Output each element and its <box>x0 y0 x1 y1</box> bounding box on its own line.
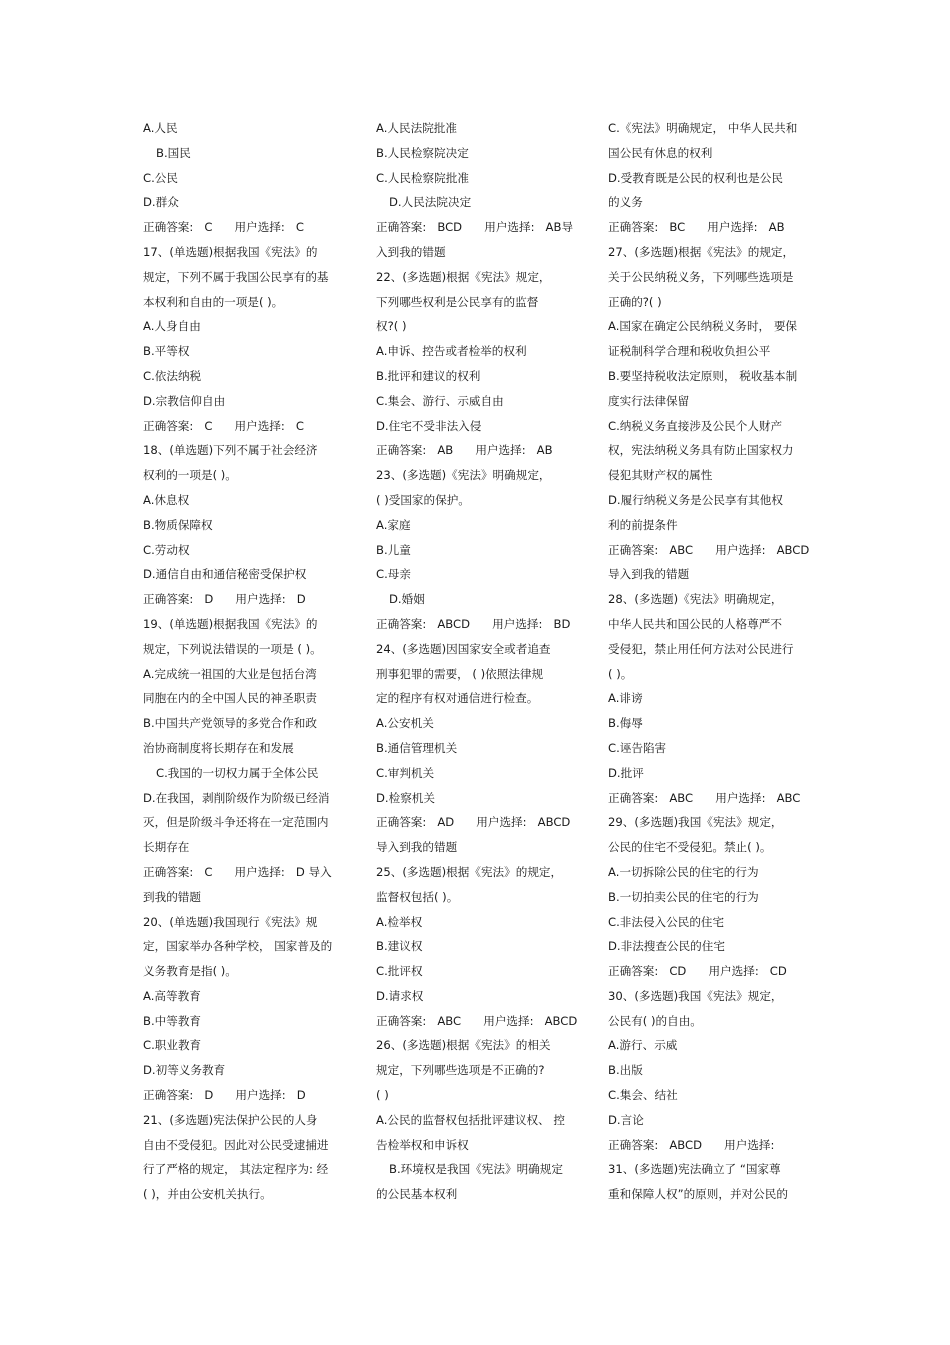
text-line: B.通信管理机关 <box>376 740 458 755</box>
text-line: 29、(多选题)我国《宪法》规定， <box>608 815 783 830</box>
answer-line: 正确答案: AD 用户选择: ABCD <box>376 815 571 830</box>
text-line: 同胞在内的全中国人民的神圣职责 <box>143 691 317 706</box>
text-line: A.国家在确定公民纳税义务时， 要保 <box>608 319 798 334</box>
text-line: 27、(多选题)根据《宪法》的规定， <box>608 244 795 259</box>
text-line: A.游行、示威 <box>608 1038 678 1053</box>
text-line: 灭，但是阶级斗争还将在一定范围内 <box>143 815 329 830</box>
text-line: C.人民检察院批准 <box>376 170 469 185</box>
text-line: B.平等权 <box>143 344 190 359</box>
text-line: 告检举权和申诉权 <box>376 1137 469 1152</box>
text-line: 到我的错题 <box>143 889 201 904</box>
text-line: B.出版 <box>608 1063 643 1078</box>
text-line: A.高等教育 <box>143 988 201 1003</box>
text-line: A.人身自由 <box>143 319 201 334</box>
text-line: B.儿童 <box>376 542 411 557</box>
text-line: 受侵犯，禁止用任何方法对公民进行 <box>608 641 794 656</box>
text-line: 规定，下列不属于我国公民享有的基 <box>143 269 329 284</box>
text-line: D.婚姻 <box>389 592 425 607</box>
text-line: 17、(单选题)根据我国《宪法》的 <box>143 244 318 259</box>
text-line: C.公民 <box>143 170 178 185</box>
text-line: A.公民的监督权包括批评建议权、 控 <box>376 1112 566 1127</box>
text-line: B.侮辱 <box>608 716 643 731</box>
text-line: D.受教育既是公民的权利也是公民 <box>608 170 783 185</box>
text-line: C.诬告陷害 <box>608 740 667 755</box>
text-line: D.通信自由和通信秘密受保护权 <box>143 567 307 582</box>
text-line: B.中等教育 <box>143 1013 202 1028</box>
text-line: C.依法纳税 <box>143 368 202 383</box>
answer-line: 正确答案: D 用户选择: D <box>143 592 306 607</box>
text-line: B.一切拍卖公民的住宅的行为 <box>608 889 759 904</box>
text-line: B.批评和建议的权利 <box>376 368 481 383</box>
text-line: 监督权包括( )。 <box>376 889 459 904</box>
text-line: 中华人民共和国公民的人格尊严不 <box>608 616 782 631</box>
text-line: A.申诉、控告或者检举的权利 <box>376 344 527 359</box>
text-line: D.履行纳税义务是公民享有其他权 <box>608 492 783 507</box>
text-line: 正确的?( ) <box>608 294 662 309</box>
answer-line: 正确答案: ABC 用户选择: ABCD <box>608 542 810 557</box>
text-line: 30、(多选题)我国《宪法》规定， <box>608 988 783 1003</box>
text-line: 权?( ) <box>376 319 407 334</box>
text-line: 规定，下列说法错误的一项是 ( )。 <box>143 641 322 656</box>
text-line: 关于公民纳税义务，下列哪些选项是 <box>608 269 794 284</box>
answer-line: 正确答案: BCD 用户选择: AB导 <box>376 220 574 235</box>
text-line: 本权利和自由的一项是( )。 <box>143 294 284 309</box>
text-line: C.母亲 <box>376 567 411 582</box>
text-line: C.集会、游行、示威自由 <box>376 393 504 408</box>
answer-line: 正确答案: ABC 用户选择: ABC <box>608 790 801 805</box>
text-line: B.要坚持税收法定原则， 税收基本制 <box>608 368 798 383</box>
text-line: ( )。 <box>608 666 633 681</box>
text-line: 24、(多选题)因国家安全或者追查 <box>376 641 551 656</box>
text-line: 23、(多选题)《宪法》明确规定， <box>376 468 551 483</box>
text-line: 权利的一项是( )。 <box>143 468 237 483</box>
text-line: D.言论 <box>608 1112 644 1127</box>
text-line: A.人民法院批准 <box>376 121 457 135</box>
text-line: A.人民 <box>143 121 178 135</box>
text-line: C.集会、结社 <box>608 1088 678 1103</box>
text-line: B.物质保障权 <box>143 517 213 532</box>
text-line: 利的前提条件 <box>608 517 678 532</box>
text-column-right <box>608 116 820 1207</box>
text-line: 长期存在 <box>143 840 190 855</box>
text-line: 导入到我的错题 <box>376 840 458 855</box>
text-line: D.宗教信仰自由 <box>143 393 226 408</box>
text-line: A.完成统一祖国的大业是包括台湾 <box>143 666 317 681</box>
answer-line: 正确答案: ABCD 用户选择: <box>608 1137 775 1152</box>
text-line: 31、(多选题)宪法确立了 “国家尊 <box>608 1162 781 1177</box>
text-line: 义务教育是指( )。 <box>143 964 237 979</box>
text-line: 公民的住宅不受侵犯。禁止( )。 <box>608 840 772 855</box>
text-line: 重和保障人权”的原则，并对公民的 <box>608 1187 788 1202</box>
answer-line: 正确答案: CD 用户选择: CD <box>608 964 787 979</box>
text-line: C.《宪法》明确规定， 中华人民共和 <box>608 121 798 135</box>
text-line: 20、(单选题)我国现行《宪法》规 <box>143 914 318 929</box>
text-line: D.批评 <box>608 765 644 780</box>
text-line: 22、(多选题)根据《宪法》规定， <box>376 269 551 284</box>
text-line: C.我国的一切权力属于全体公民 <box>156 765 319 780</box>
text-line: 治协商制度将长期存在和发展 <box>143 740 294 755</box>
answer-line: 正确答案: C 用户选择: C <box>143 418 304 433</box>
text-line: B.环境权是我国《宪法》明确规定 <box>389 1162 563 1177</box>
text-line: 19、(单选题)根据我国《宪法》的 <box>143 616 318 631</box>
answer-line: 正确答案: BC 用户选择: AB <box>608 220 785 235</box>
text-line: A.休息权 <box>143 492 190 507</box>
text-line: 自由不受侵犯。因此对公民受逮捕进 <box>143 1137 329 1152</box>
text-line: ( )，并由公安机关执行。 <box>143 1187 272 1202</box>
text-line: ( ) <box>376 1088 389 1103</box>
text-line: 行了严格的规定， 其法定程序为: 经 <box>143 1162 329 1177</box>
text-line: C.非法侵入公民的住宅 <box>608 914 725 929</box>
text-line: 导入到我的错题 <box>608 567 690 582</box>
text-line: D.非法搜查公民的住宅 <box>608 939 725 954</box>
answer-line: 正确答案: ABC 用户选择: ABCD <box>376 1013 578 1028</box>
text-line: 侵犯其财产权的属性 <box>608 468 713 483</box>
text-line: 定，国家举办各种学校， 国家普及的 <box>143 939 333 954</box>
text-line: 定的程序有权对通信进行检查。 <box>376 691 539 706</box>
text-line: C.劳动权 <box>143 542 190 557</box>
text-line: 25、(多选题)根据《宪法》的规定， <box>376 864 563 879</box>
text-column-left <box>143 116 353 1207</box>
answer-line: 正确答案: D 用户选择: D <box>143 1088 306 1103</box>
text-column-middle <box>376 116 586 1207</box>
text-line: 26、(多选题)根据《宪法》的相关 <box>376 1038 551 1053</box>
answer-line: 正确答案: AB 用户选择: AB <box>376 443 553 458</box>
text-line: 入到我的错题 <box>376 244 446 259</box>
text-line: 公民有( )的自由。 <box>608 1013 702 1028</box>
text-line: C.批评权 <box>376 964 423 979</box>
answer-line: 正确答案: C 用户选择: C <box>143 220 304 235</box>
text-line: 21、(多选题)宪法保护公民的人身 <box>143 1112 318 1127</box>
text-line: D.人民法院决定 <box>389 195 472 210</box>
text-line: B.人民检察院决定 <box>376 145 469 160</box>
text-line: 度实行法律保留 <box>608 393 690 408</box>
text-line: 规定，下列哪些选项是不正确的? <box>376 1063 545 1078</box>
text-line: 18、(单选题)下列不属于社会经济 <box>143 443 318 458</box>
text-line: A.家庭 <box>376 517 411 532</box>
text-line: D.初等义务教育 <box>143 1063 226 1078</box>
text-line: 权，宪法纳税义务具有防止国家权力 <box>608 443 794 458</box>
text-line: 的义务 <box>608 195 643 210</box>
text-line: A.公安机关 <box>376 716 434 731</box>
text-line: D.请求权 <box>376 988 424 1003</box>
text-line: B.建议权 <box>376 939 423 954</box>
text-line: C.职业教育 <box>143 1038 202 1053</box>
text-line: B.中国共产党领导的多党合作和政 <box>143 716 317 731</box>
text-line: A.一切拆除公民的住宅的行为 <box>608 864 759 879</box>
text-line: 下列哪些权利是公民享有的监督 <box>376 294 539 309</box>
text-line: A.诽谤 <box>608 691 643 706</box>
text-line: C.审判机关 <box>376 765 435 780</box>
text-line: B.国民 <box>156 145 191 160</box>
text-line: 28、(多选题)《宪法》明确规定， <box>608 592 783 607</box>
text-line: 证税制科学合理和税收负担公平 <box>608 344 771 359</box>
text-line: D.群众 <box>143 195 179 210</box>
text-line: D.在我国，剥削阶级作为阶级已经消 <box>143 790 330 805</box>
text-line: 国公民有休息的权利 <box>608 145 713 160</box>
text-line: 刑事犯罪的需要， ( )依照法律规 <box>376 666 544 681</box>
text-line: C.纳税义务直接涉及公民个人财产 <box>608 418 783 433</box>
text-line: A.检举权 <box>376 914 423 929</box>
text-line: D.住宅不受非法入侵 <box>376 418 482 433</box>
answer-line: 正确答案: C 用户选择: D 导入 <box>143 864 332 879</box>
text-line: D.检察机关 <box>376 790 435 805</box>
text-line: 的公民基本权利 <box>376 1187 458 1202</box>
answer-line: 正确答案: ABCD 用户选择: BD <box>376 616 571 631</box>
text-line: ( )受国家的保护。 <box>376 492 470 507</box>
